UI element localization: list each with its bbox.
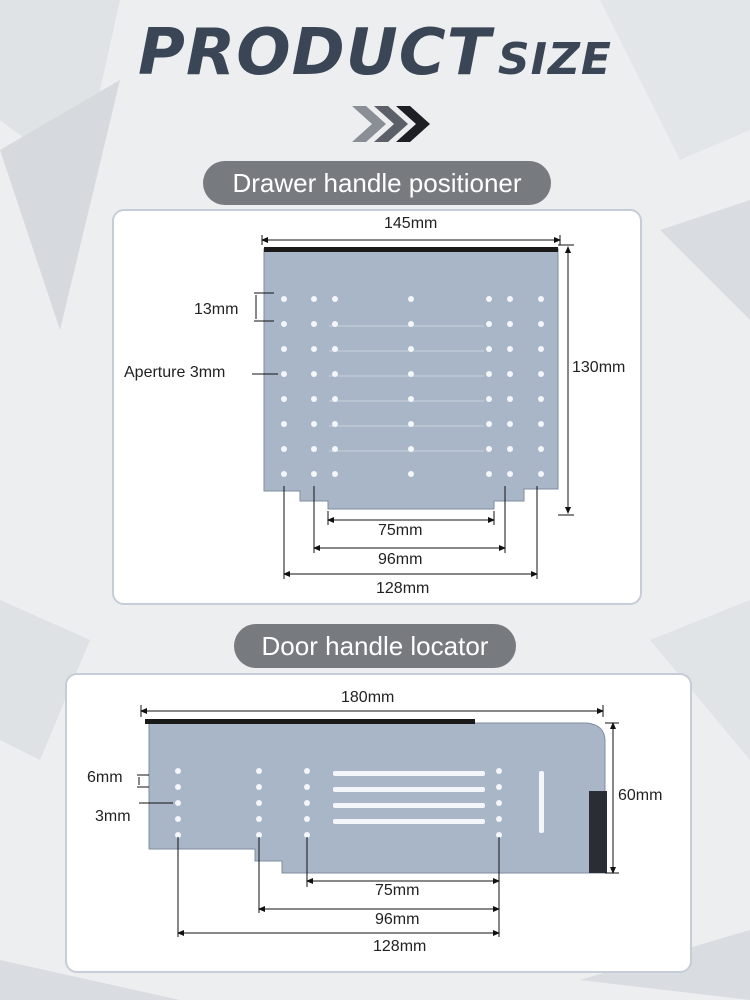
door-plate <box>149 723 605 873</box>
title-main: PRODUCT <box>138 16 492 90</box>
drawer-128-label: 128mm <box>376 580 430 597</box>
door-plate-stop <box>589 791 607 873</box>
drawer-section-label: Drawer handle positioner <box>203 161 551 205</box>
page-title <box>0 16 750 90</box>
door-aperture-label: 3mm <box>95 808 131 825</box>
door-75-label: 75mm <box>375 882 420 899</box>
drawer-card <box>112 209 642 605</box>
drawer-height-label: 130mm <box>572 359 626 376</box>
door-card <box>65 673 692 973</box>
door-row-spacing-label: 6mm <box>87 769 123 786</box>
door-96-label: 96mm <box>375 911 420 928</box>
door-plate-edge <box>145 719 475 724</box>
drawer-diagram <box>114 211 640 603</box>
drawer-plate <box>264 249 558 509</box>
drawer-plate-edge <box>264 247 558 252</box>
drawer-aperture-label: Aperture 3mm <box>124 364 226 381</box>
chevron-right-icon <box>352 102 432 146</box>
door-128-label: 128mm <box>373 938 427 955</box>
drawer-96-label: 96mm <box>378 551 423 568</box>
drawer-row-spacing-label: 13mm <box>194 301 239 318</box>
door-height-label: 60mm <box>618 787 663 804</box>
drawer-75-label: 75mm <box>378 522 423 539</box>
drawer-width-label: 145mm <box>384 215 438 232</box>
door-section-label: Door handle locator <box>234 624 516 668</box>
door-width-label: 180mm <box>341 689 395 706</box>
title-sub: SIZE <box>497 34 612 85</box>
